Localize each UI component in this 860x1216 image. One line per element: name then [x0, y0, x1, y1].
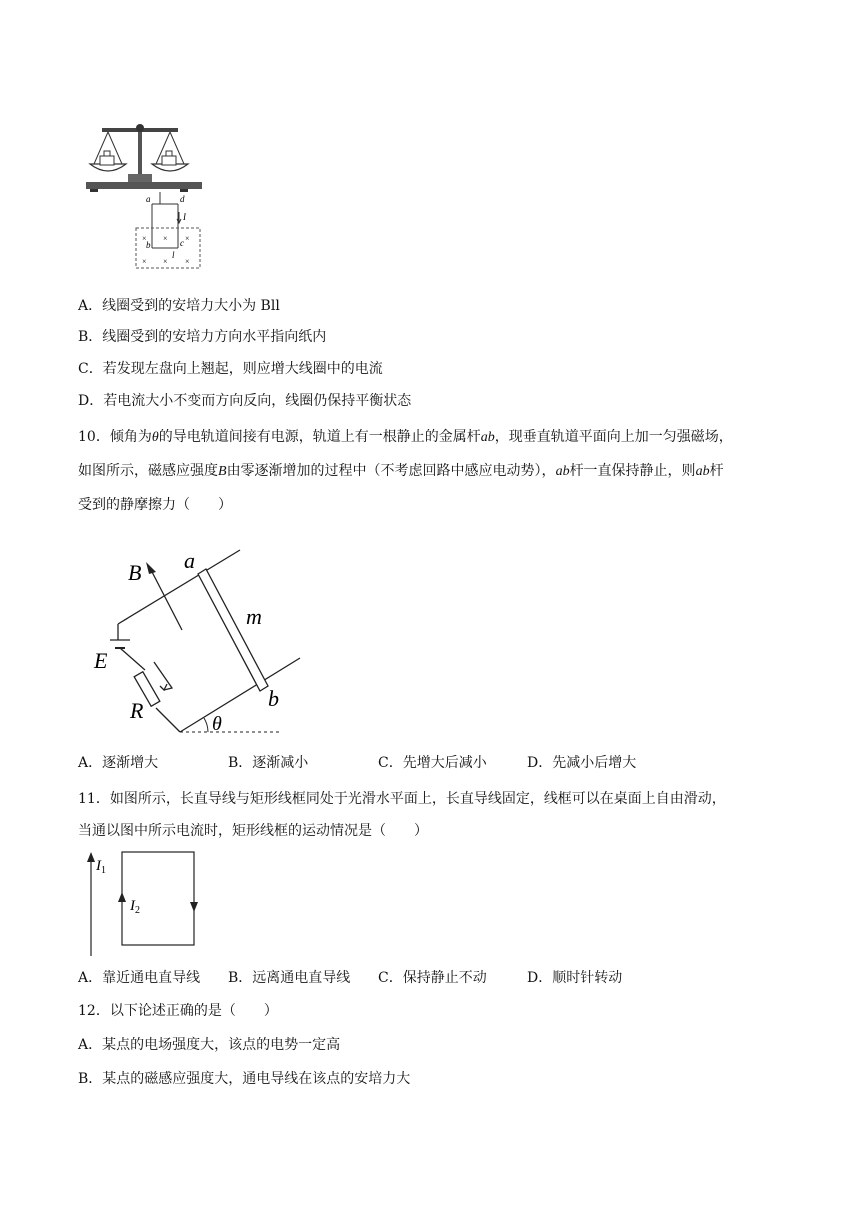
- q10-option-c: C．先增大后减小: [378, 755, 487, 771]
- fig-label-E: E: [94, 648, 108, 673]
- label-b: b: [146, 240, 151, 250]
- field-cross: ×: [185, 257, 190, 266]
- q11-option-b: B．远离通电直导线: [228, 970, 351, 986]
- q11-stem-line2: 当通以图中所示电流时，矩形线框的运动情况是（ ）: [78, 823, 428, 839]
- label-I2: $I_2$: [130, 898, 140, 916]
- fig-label-a: a: [184, 548, 195, 573]
- q10-stem-line2: 如图所示，磁感应强度B由零逐渐增加的过程中（不考虑回路中感应电动势），ab杆一直保持静止，则ab杆: [78, 463, 724, 479]
- fig-label-m: m: [246, 604, 262, 629]
- inclined-rail-figure: [90, 540, 330, 740]
- label-a: a: [146, 194, 151, 204]
- q10-option-d: D．先减小后增大: [527, 755, 637, 771]
- q9-option-b: B．线圈受到的安培力方向水平指向纸内: [78, 329, 327, 345]
- label-I: I: [183, 212, 186, 222]
- field-cross: ×: [163, 257, 168, 266]
- label-I1: $I_1$: [96, 858, 106, 876]
- q10-option-b: B．逐渐减小: [228, 755, 309, 771]
- field-cross: ×: [142, 257, 147, 266]
- q11-option-a: A．靠近通电直导线: [78, 970, 201, 986]
- field-cross: ×: [163, 234, 168, 243]
- q10-stem-line1: 10．倾角为θ的导电轨道间接有电源，轨道上有一根静止的金属杆ab，现垂直轨道平面向上加一匀强磁场，: [78, 429, 733, 445]
- label-d: d: [180, 194, 185, 204]
- q9-option-c: C．若发现左盘向上翘起，则应增大线圈中的电流: [78, 361, 383, 377]
- q9-option-a: A．线圈受到的安培力大小为 Bll: [78, 298, 280, 314]
- q12-stem: 12．以下论述正确的是（ ）: [78, 1003, 278, 1019]
- label-c: c: [180, 238, 184, 248]
- q10-stem-line3: 受到的静摩擦力（ ）: [78, 497, 232, 513]
- q11-option-c: C．保持静止不动: [378, 970, 487, 986]
- q10-option-a: A．逐渐增大: [78, 755, 159, 771]
- q12-option-b: B．某点的磁感应强度大，通电导线在该点的安培力大: [78, 1071, 411, 1087]
- field-cross: ×: [142, 234, 147, 243]
- field-cross: ×: [185, 234, 190, 243]
- label-l: l: [172, 250, 175, 260]
- fig-label-theta: θ: [212, 713, 222, 735]
- wire-loop-figure: [80, 848, 220, 960]
- theta-symbol: θ: [151, 430, 159, 445]
- q9-option-d: D．若电流大小不变而方向反向，线圈仍保持平衡状态: [78, 393, 412, 409]
- q11-stem-line1: 11．如图所示，长直导线与矩形线框同处于光滑水平面上，长直导线固定，线框可以在桌面上自由滑动，: [78, 791, 726, 807]
- fig-label-b: b: [268, 686, 279, 711]
- balance-coil-figure: [80, 118, 220, 274]
- q11-option-d: D．顺时针转动: [527, 970, 623, 986]
- fig-label-B: B: [128, 560, 142, 585]
- q12-option-a: A．某点的电场强度大，该点的电势一定高: [78, 1037, 341, 1053]
- fig-label-R: R: [130, 698, 144, 723]
